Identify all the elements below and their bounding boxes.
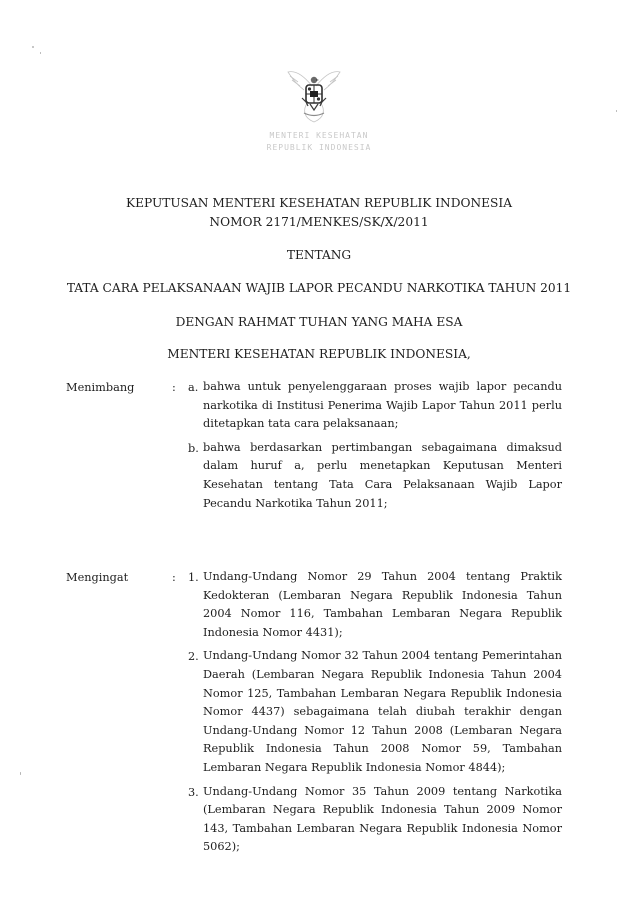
item-text: bahwa berdasarkan pertimbangan sebagaimana dimaksud dalam huruf a, perlu menetapkan Keputusan Menteri Kesehatan tentang Tata Cara Pelaksanaan Wajib Lapor Pecandu Narkotika Tahun 2011;	[203, 440, 562, 510]
item-marker: 3.	[188, 785, 199, 799]
item-marker: a.	[188, 381, 199, 394]
list-item	[188, 381, 562, 434]
scan-speck	[32, 46, 34, 48]
item-text: Undang-Undang Nomor 32 Tahun 2004 tentang Pemerintahan Daerah (Lembaran Negara Republik Indonesia Tahun 2004 Nomor 125, Tambahan Lembaran Negara Republik Indonesia Nomor 4437) sebagaimana telah diubah terakhir dengan Undang-Undang Nomor 12 Tahun 2008 (Lembaran Negara Republik Indonesia Tahun 2008 Nomor 59, Tambahan Lembaran Negara Republik Indonesia Nomor 4844);	[203, 649, 562, 774]
issuing-authority: MENTERI KESEHATAN REPUBLIK INDONESIA,	[167, 347, 471, 361]
list-item	[188, 650, 562, 777]
decree-number: NOMOR 2171/MENKES/SK/X/2011	[209, 215, 429, 229]
stamp-line-2: REPUBLIK INDONESIA	[266, 143, 372, 152]
item-marker: 1.	[188, 571, 199, 584]
item-text: Undang-Undang Nomor 29 Tahun 2004 tentang Praktik Kedokteran (Lembaran Negara Republik Indonesia Tahun 2004 Nomor 116, Tambahan Lembaran Negara Republik Indonesia Nomor 4431);	[203, 570, 562, 639]
decree-subject: TATA CARA PELAKSANAAN WAJIB LAPOR PECANDU NARKOTIKA TAHUN 2011	[66, 281, 572, 295]
scan-speck	[40, 52, 41, 54]
mengingat-label: Mengingat	[66, 571, 129, 584]
item-text: Undang-Undang Nomor 35 Tahun 2009 tentang Narkotika (Lembaran Negara Republik Indonesia Tahun 2009 Nomor 143, Tambahan Lembaran Negara Republik Indonesia Nomor 5062);	[203, 784, 562, 854]
menimbang-label: Menimbang	[66, 381, 135, 394]
menimbang-list	[188, 381, 562, 521]
list-item	[188, 786, 562, 857]
garuda-emblem-icon	[282, 58, 346, 128]
list-item	[188, 571, 562, 642]
stamp-line-1: MENTERI KESEHATAN	[269, 131, 369, 140]
invocation: DENGAN RAHMAT TUHAN YANG MAHA ESA	[175, 315, 463, 329]
scan-speck	[616, 110, 617, 112]
item-text: bahwa untuk penyelenggaraan proses wajib lapor pecandu narkotika di Institusi Penerima Wajib Lapor Tahun 2011 perlu ditetapkan tata cara pelaksanaan;	[203, 380, 562, 431]
mengingat-colon: :	[172, 571, 176, 584]
scan-speck	[20, 772, 21, 775]
tentang-heading: TENTANG	[286, 248, 352, 262]
mengingat-list	[188, 571, 562, 865]
item-marker: b.	[188, 441, 199, 455]
menimbang-colon: :	[172, 381, 176, 394]
list-item	[188, 442, 562, 513]
item-marker: 2.	[188, 650, 199, 664]
decree-title: KEPUTUSAN MENTERI KESEHATAN REPUBLIK INDONESIA	[125, 196, 513, 210]
